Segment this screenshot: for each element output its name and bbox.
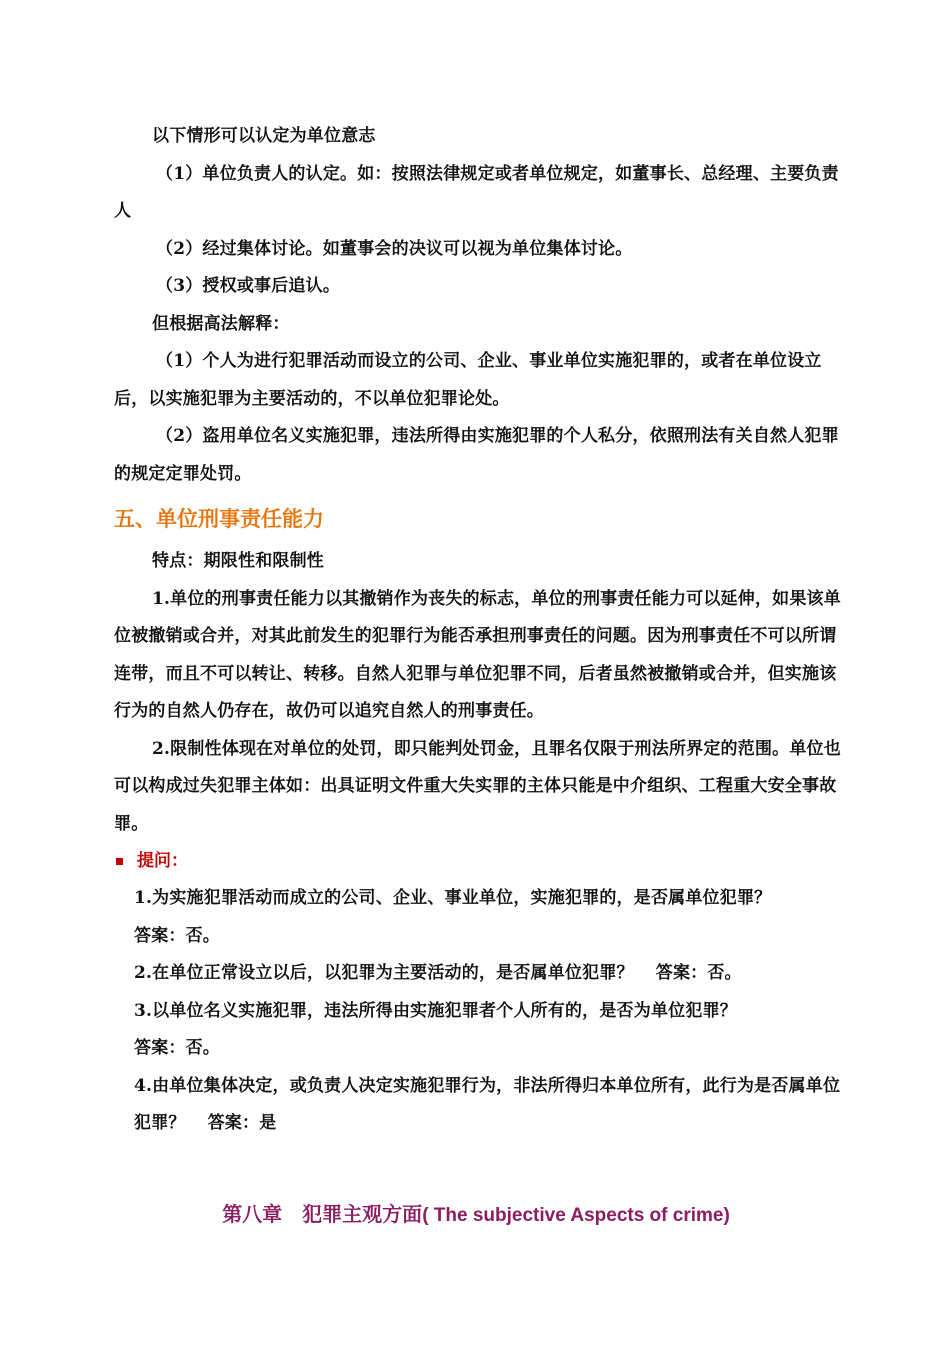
question-1: 1.为实施犯罪活动而成立的公司、企业、事业单位，实施犯罪的，是否属单位犯罪？	[134, 888, 772, 908]
question-2-row	[114, 955, 842, 993]
chapter-title-en: ( The subjective Aspects of crime)	[422, 1205, 730, 1226]
chapter-title	[0, 1196, 952, 1234]
unit-will-item-3: （3）授权或事后追认。	[156, 276, 341, 296]
capacity-features: 特点：期限性和限制性	[152, 551, 324, 571]
page-content	[114, 118, 842, 1143]
question-3: 3.以单位名义实施犯罪，违法所得由实施犯罪者个人所有的，是否为单位犯罪？	[134, 1000, 737, 1021]
unit-will-item-1: （1）单位负责人的认定。如：按照法律规定或者单位规定，如董事长、总经理、主要负责人	[114, 163, 839, 221]
capacity-paragraph-2: 2.限制性体现在对单位的处罚，即只能判处罚金，且罪名仅限于刑法所界定的范围。单位也可以构成过失犯罪主体如：出具证明文件重大失实罪的主体只能是中介组织、工程重大安全事故罪。	[114, 738, 841, 834]
chapter-title-cn: 第八章 犯罪主观方面	[222, 1202, 423, 1226]
court-interpretation-item-2: （2）盗用单位名义实施犯罪，违法所得由实施犯罪的个人私分，依照刑法有关自然人犯罪的规定定罪处罚。	[114, 426, 839, 484]
question-2: 2.在单位正常设立以后，以犯罪为主要活动的，是否属单位犯罪？	[134, 963, 634, 983]
questions-label: 提问：	[137, 851, 188, 871]
capacity-paragraph-1: 1.单位的刑事责任能力以其撤销作为丧失的标志，单位的刑事责任能力可以延伸，如果该单位被撤销或合并，对其此前发生的犯罪行为能否承担刑事责任的问题。因为刑事责任不可以所谓连带，而且不可以转让、转移。自然人犯罪与单位犯罪不同，后者虽然被撤销或合并，但实施该行为的自然人仍存在，故仍可以追究自然人的刑事责任。	[114, 588, 841, 721]
answer-4: 答案：是	[207, 1113, 277, 1133]
court-interpretation-item-1: （1）个人为进行犯罪活动而设立的公司、企业、事业单位实施犯罪的，或者在单位设立后，以实施犯罪为主要活动的，不以单位犯罪论处。	[114, 351, 822, 409]
question-4: 4.由单位集体决定，或负责人决定实施犯罪行为，非法所得归本单位所有，此行为是否属单位犯罪？	[134, 1075, 841, 1133]
unit-will-item-2: （2）经过集体讨论。如董事会的决议可以视为单位集体讨论。	[156, 238, 633, 259]
answer-1: 答案：否。	[134, 925, 220, 946]
unit-will-intro: 以下情形可以认定为单位意志	[152, 126, 376, 146]
question-4-row	[114, 1068, 842, 1143]
questions-label-row	[114, 843, 842, 880]
court-interpretation-intro: 但根据高法解释：	[152, 313, 290, 334]
section-heading-unit-criminal-capacity: 五、单位刑事责任能力	[114, 506, 324, 531]
answer-3: 答案：否。	[134, 1038, 220, 1058]
square-bullet-icon	[116, 858, 123, 865]
answer-2: 答案：否。	[655, 963, 742, 983]
